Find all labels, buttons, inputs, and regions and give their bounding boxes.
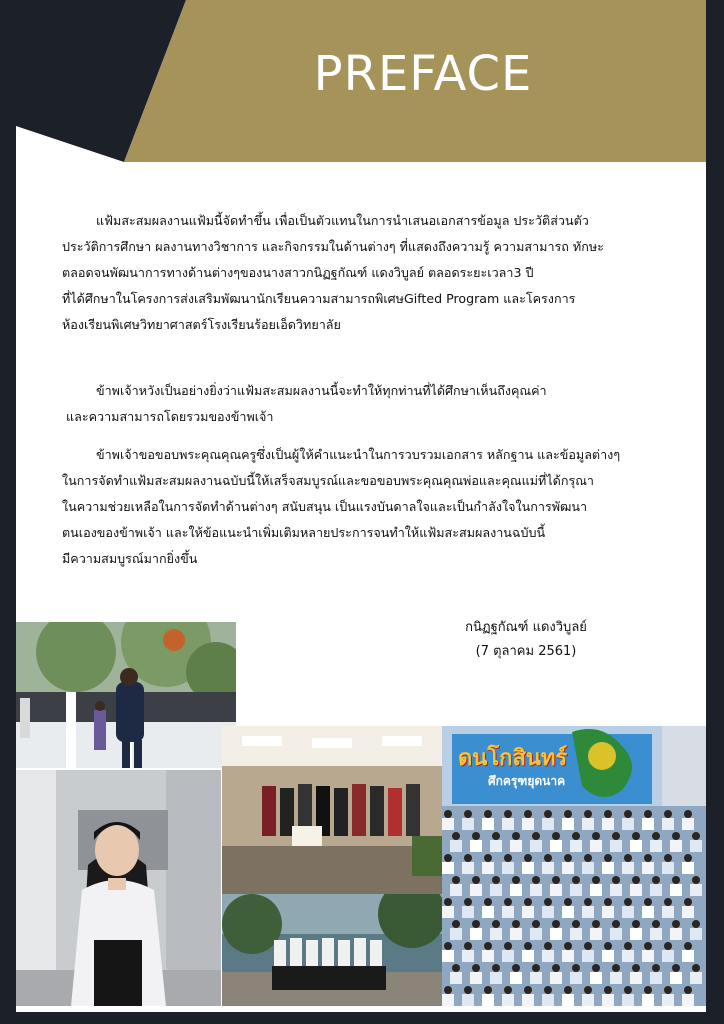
text-line: ในการจัดทำแฟ้มสะสมผลงานฉบับนี้ให้เสร็จสมบูรณ์และขอขอบพระคุณคุณพ่อและคุณแม่ที่ได้กรุณา bbox=[62, 473, 594, 488]
paper-sheet bbox=[16, 0, 706, 1012]
text-line: ข้าพเจ้าขอขอบพระคุณคุณครูซึ่งเป็นผู้ให้คำแนะนำในการวบรวมเอกสาร หลักฐาน และข้อมูลต่างๆ bbox=[96, 447, 621, 462]
text-line: ข้าพเจ้าหวังเป็นอย่างยิ่งว่าแฟ้มสะสมผลงานนี้จะทำให้ทุกท่านที่ได้ศึกษาเห็นถึงคุณค่า bbox=[96, 383, 547, 398]
text-line: ตลอดจนพัฒนาการทางด้านต่างๆของนางสาวกนิฏฐกัณฑ์ แดงวิบูลย์ ตลอดระยะเวลา3 ปี bbox=[62, 265, 534, 280]
photo-portrait bbox=[16, 770, 221, 1006]
photo-crowd-banner bbox=[442, 726, 706, 1006]
signature-date: (7 ตุลาคม 2561) bbox=[475, 644, 577, 659]
banner-subtitle: ศึกครุฑยุดนาค bbox=[488, 774, 566, 788]
paragraph-thanks bbox=[62, 442, 672, 572]
signature-name: กนิฏฐกัณฑ์ แดงวิบูลย์ bbox=[465, 620, 587, 635]
text-line: ในความช่วยเหลือในการจัดทำด้านต่างๆ สนับสนุน เป็นแรงบันดาลใจและเป็นกำลังใจในการพัฒนา bbox=[62, 499, 588, 514]
paragraph-hope bbox=[62, 378, 672, 430]
photo-basketball bbox=[16, 622, 236, 768]
text-line: มีความสมบูรณ์มากยิ่งขึ้น bbox=[62, 551, 198, 566]
banner-title: ดนโกสินทร์ bbox=[458, 746, 568, 771]
paragraph-intro bbox=[62, 208, 672, 338]
text-line: ห้องเรียนพิเศษวิทยาศาสตร์โรงเรียนร้อยเอ็ดวิทยาลัย bbox=[62, 317, 341, 332]
signature-block bbox=[426, 616, 626, 664]
text-line: และความสามารถโดยรวมของข้าพเจ้า bbox=[66, 409, 274, 424]
text-line: ตนเองของข้าพเจ้า และให้ข้อแนะนำเพิ่มเติมหลายประการจนทำให้แฟ้มสะสมผลงานฉบับนี้ bbox=[62, 525, 546, 540]
text-line: แฟ้มสะสมผลงานแฟ้มนี้จัดทำขึ้น เพื่อเป็นตัวแทนในการนำเสนอเอกสารข้อมูล ประวัติส่วนตัว bbox=[96, 213, 589, 228]
photo-award-group bbox=[222, 894, 442, 1006]
page-title: PREFACE bbox=[313, 46, 533, 102]
text-line: ที่ได้ศึกษาในโครงการส่งเสริมพัฒนานักเรียนความสามารถพิเศษGifted Program และโครงการ bbox=[62, 291, 576, 306]
crowd-figures bbox=[442, 806, 706, 1006]
text-line: ประวัติการศึกษา ผลงานทางวิชาการ และกิจกรรมในด้านต่างๆ ที่แสดงถึงความรู้ ความสามารถ ทักษะ bbox=[62, 239, 604, 254]
photo-stage-group bbox=[222, 726, 442, 894]
